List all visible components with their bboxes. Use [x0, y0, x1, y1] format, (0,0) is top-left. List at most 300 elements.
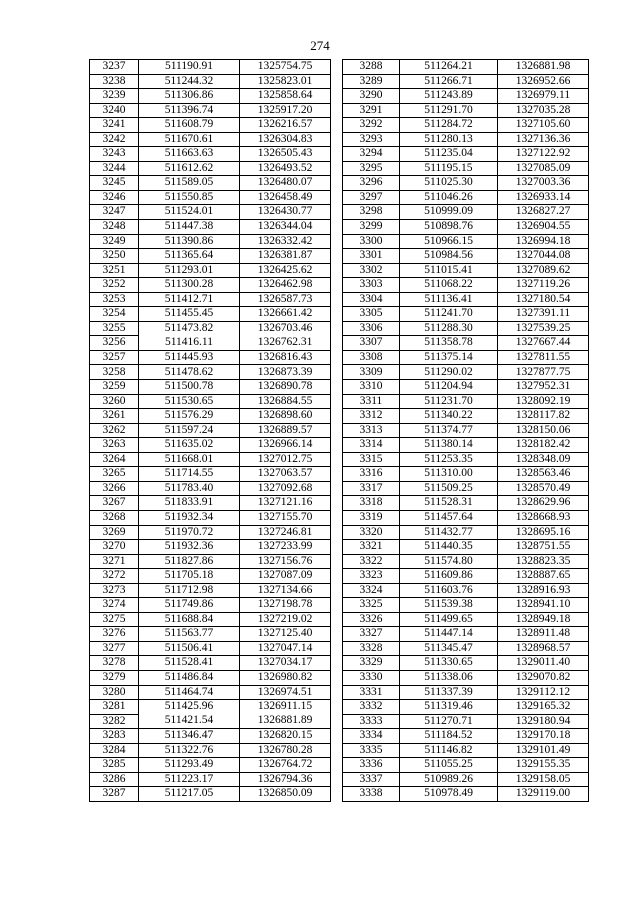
table-row: [343, 627, 589, 642]
y-coordinate-cell: 1326911.15: [240, 700, 331, 715]
point-number-cell: 3244: [90, 161, 139, 176]
y-coordinate-cell: 1327155.70: [240, 510, 331, 525]
x-coordinate-cell: 511464.74: [139, 685, 240, 700]
table-row: [343, 729, 589, 744]
y-coordinate-cell: 1329180.94: [498, 714, 589, 729]
y-coordinate-cell: 1327125.40: [240, 627, 331, 642]
y-coordinate-cell: 1327198.78: [240, 598, 331, 613]
y-coordinate-cell: 1328751.55: [498, 540, 589, 555]
point-number-cell: 3330: [343, 670, 400, 685]
x-coordinate-cell: 511440.35: [400, 540, 498, 555]
point-number-cell: 3321: [343, 540, 400, 555]
y-coordinate-cell: 1327180.54: [498, 292, 589, 307]
y-coordinate-cell: 1326661.42: [240, 307, 331, 322]
y-coordinate-cell: 1328968.57: [498, 641, 589, 656]
x-coordinate-cell: 511375.14: [400, 350, 498, 365]
table-row: [90, 743, 331, 758]
x-coordinate-cell: 511712.98: [139, 583, 240, 598]
x-coordinate-cell: 510999.09: [400, 205, 498, 220]
x-coordinate-cell: 511576.29: [139, 409, 240, 424]
table-row: [90, 132, 331, 147]
point-number-cell: 3336: [343, 758, 400, 773]
x-coordinate-cell: 510978.49: [400, 787, 498, 802]
table-row: [343, 263, 589, 278]
y-coordinate-cell: 1328823.35: [498, 554, 589, 569]
point-number-cell: 3331: [343, 685, 400, 700]
table-row: [343, 307, 589, 322]
point-number-cell: 3299: [343, 220, 400, 235]
table-row: [343, 438, 589, 453]
x-coordinate-cell: 511195.15: [400, 161, 498, 176]
point-number-cell: 3280: [90, 685, 139, 700]
x-coordinate-cell: 511635.02: [139, 438, 240, 453]
point-number-cell: 3274: [90, 598, 139, 613]
x-coordinate-cell: 511827.86: [139, 554, 240, 569]
point-number-cell: 3238: [90, 74, 139, 89]
y-coordinate-cell: 1325754.75: [240, 60, 331, 75]
point-number-cell: 3308: [343, 350, 400, 365]
x-coordinate-cell: 511932.36: [139, 540, 240, 555]
x-coordinate-cell: 511217.05: [139, 787, 240, 802]
y-coordinate-cell: 1327089.62: [498, 263, 589, 278]
table-row: [90, 467, 331, 482]
point-number-cell: 3310: [343, 380, 400, 395]
point-number-cell: 3325: [343, 598, 400, 613]
y-coordinate-cell: 1329155.35: [498, 758, 589, 773]
y-coordinate-cell: 1326850.09: [240, 787, 331, 802]
y-coordinate-cell: 1326764.72: [240, 758, 331, 773]
y-coordinate-cell: 1328563.46: [498, 467, 589, 482]
y-coordinate-cell: 1328182.42: [498, 438, 589, 453]
x-coordinate-cell: 511589.05: [139, 176, 240, 191]
x-coordinate-cell: 511290.02: [400, 365, 498, 380]
point-number-cell: 3257: [90, 350, 139, 365]
point-number-cell: 3243: [90, 147, 139, 162]
point-number-cell: 3337: [343, 772, 400, 787]
x-coordinate-cell: 511337.39: [400, 685, 498, 700]
y-coordinate-cell: 1327092.68: [240, 481, 331, 496]
table-row: [343, 89, 589, 104]
point-number-cell: 3268: [90, 510, 139, 525]
point-number-cell: 3247: [90, 205, 139, 220]
point-number-cell: 3249: [90, 234, 139, 249]
point-number-cell: 3276: [90, 627, 139, 642]
table-row: [90, 234, 331, 249]
table-row: [90, 278, 331, 293]
point-number-cell: 3303: [343, 278, 400, 293]
x-coordinate-cell: 511253.35: [400, 452, 498, 467]
table-row: [343, 176, 589, 191]
y-coordinate-cell: 1328695.16: [498, 525, 589, 540]
y-coordinate-cell: 1326820.15: [240, 729, 331, 744]
point-number-cell: 3237: [90, 60, 139, 75]
point-number-cell: 3255: [90, 321, 139, 336]
point-number-cell: 3304: [343, 292, 400, 307]
x-coordinate-cell: 511528.41: [139, 656, 240, 671]
x-coordinate-cell: 510984.56: [400, 249, 498, 264]
point-number-cell: 3271: [90, 554, 139, 569]
y-coordinate-cell: 1326933.14: [498, 190, 589, 205]
y-coordinate-cell: 1326381.87: [240, 249, 331, 264]
point-number-cell: 3295: [343, 161, 400, 176]
point-number-cell: 3298: [343, 205, 400, 220]
y-coordinate-cell: 1328911.48: [498, 627, 589, 642]
point-number-cell: 3256: [90, 336, 139, 351]
table-row: [343, 569, 589, 584]
y-coordinate-cell: 1326952.66: [498, 74, 589, 89]
point-number-cell: 3301: [343, 249, 400, 264]
point-number-cell: 3318: [343, 496, 400, 511]
table-row: [343, 423, 589, 438]
coordinates-table-right-body: [343, 60, 589, 802]
x-coordinate-cell: 511346.47: [139, 729, 240, 744]
coordinates-table-left-body: [90, 60, 331, 802]
point-number-cell: 3311: [343, 394, 400, 409]
table-row: [90, 627, 331, 642]
y-coordinate-cell: 1327044.08: [498, 249, 589, 264]
table-row: [90, 787, 331, 802]
table-row: [343, 190, 589, 205]
table-row: [343, 554, 589, 569]
y-coordinate-cell: 1329158.05: [498, 772, 589, 787]
point-number-cell: 3338: [343, 787, 400, 802]
x-coordinate-cell: 511046.26: [400, 190, 498, 205]
point-number-cell: 3316: [343, 467, 400, 482]
table-row: [343, 714, 589, 729]
point-number-cell: 3328: [343, 641, 400, 656]
x-coordinate-cell: 511749.86: [139, 598, 240, 613]
point-number-cell: 3296: [343, 176, 400, 191]
table-row: [90, 89, 331, 104]
point-number-cell: 3278: [90, 656, 139, 671]
table-row: [90, 205, 331, 220]
y-coordinate-cell: 1328887.65: [498, 569, 589, 584]
table-row: [90, 336, 331, 351]
x-coordinate-cell: 511322.76: [139, 743, 240, 758]
y-coordinate-cell: 1327391.11: [498, 307, 589, 322]
x-coordinate-cell: 511932.34: [139, 510, 240, 525]
point-number-cell: 3265: [90, 467, 139, 482]
table-row: [90, 118, 331, 133]
y-coordinate-cell: 1326780.28: [240, 743, 331, 758]
table-row: [90, 438, 331, 453]
y-coordinate-cell: 1327085.09: [498, 161, 589, 176]
y-coordinate-cell: 1326344.04: [240, 220, 331, 235]
x-coordinate-cell: 511416.11: [139, 336, 240, 351]
x-coordinate-cell: 511380.14: [400, 438, 498, 453]
x-coordinate-cell: 511244.32: [139, 74, 240, 89]
table-row: [343, 772, 589, 787]
x-coordinate-cell: 511478.62: [139, 365, 240, 380]
x-coordinate-cell: 511184.52: [400, 729, 498, 744]
table-row: [343, 467, 589, 482]
point-number-cell: 3254: [90, 307, 139, 322]
table-row: [343, 60, 589, 75]
y-coordinate-cell: 1328150.06: [498, 423, 589, 438]
table-row: [90, 729, 331, 744]
y-coordinate-cell: 1326216.57: [240, 118, 331, 133]
y-coordinate-cell: 1326703.46: [240, 321, 331, 336]
y-coordinate-cell: 1327952.31: [498, 380, 589, 395]
table-row: [90, 583, 331, 598]
x-coordinate-cell: 511833.91: [139, 496, 240, 511]
point-number-cell: 3267: [90, 496, 139, 511]
y-coordinate-cell: 1326889.57: [240, 423, 331, 438]
y-coordinate-cell: 1327105.60: [498, 118, 589, 133]
point-number-cell: 3253: [90, 292, 139, 307]
y-coordinate-cell: 1326904.55: [498, 220, 589, 235]
x-coordinate-cell: 511025.30: [400, 176, 498, 191]
y-coordinate-cell: 1327246.81: [240, 525, 331, 540]
point-number-cell: 3272: [90, 569, 139, 584]
coordinates-table-right: [342, 59, 589, 802]
x-coordinate-cell: 511421.54: [139, 714, 240, 729]
point-number-cell: 3290: [343, 89, 400, 104]
y-coordinate-cell: 1327012.75: [240, 452, 331, 467]
x-coordinate-cell: 511319.46: [400, 700, 498, 715]
point-number-cell: 3313: [343, 423, 400, 438]
point-number-cell: 3261: [90, 409, 139, 424]
x-coordinate-cell: 511280.13: [400, 132, 498, 147]
x-coordinate-cell: 511447.14: [400, 627, 498, 642]
x-coordinate-cell: 511688.84: [139, 612, 240, 627]
y-coordinate-cell: 1327539.25: [498, 321, 589, 336]
y-coordinate-cell: 1327035.28: [498, 103, 589, 118]
table-row: [343, 743, 589, 758]
table-row: [90, 74, 331, 89]
x-coordinate-cell: 511412.71: [139, 292, 240, 307]
point-number-cell: 3302: [343, 263, 400, 278]
table-row: [343, 481, 589, 496]
y-coordinate-cell: 1327219.02: [240, 612, 331, 627]
point-number-cell: 3329: [343, 656, 400, 671]
x-coordinate-cell: 511264.21: [400, 60, 498, 75]
x-coordinate-cell: 511597.24: [139, 423, 240, 438]
x-coordinate-cell: 511455.45: [139, 307, 240, 322]
table-row: [90, 350, 331, 365]
table-row: [90, 554, 331, 569]
table-row: [343, 380, 589, 395]
table-row: [343, 161, 589, 176]
y-coordinate-cell: 1329170.18: [498, 729, 589, 744]
table-row: [343, 641, 589, 656]
point-number-cell: 3324: [343, 583, 400, 598]
y-coordinate-cell: 1329011.40: [498, 656, 589, 671]
x-coordinate-cell: 511670.61: [139, 132, 240, 147]
point-number-cell: 3287: [90, 787, 139, 802]
y-coordinate-cell: 1326979.11: [498, 89, 589, 104]
y-coordinate-cell: 1326980.82: [240, 670, 331, 685]
x-coordinate-cell: 511509.25: [400, 481, 498, 496]
x-coordinate-cell: 511288.30: [400, 321, 498, 336]
x-coordinate-cell: 511340.22: [400, 409, 498, 424]
table-row: [343, 350, 589, 365]
x-coordinate-cell: 511609.86: [400, 569, 498, 584]
y-coordinate-cell: 1325917.20: [240, 103, 331, 118]
y-coordinate-cell: 1327119.26: [498, 278, 589, 293]
point-number-cell: 3282: [90, 714, 139, 729]
table-row: [90, 510, 331, 525]
x-coordinate-cell: 511270.71: [400, 714, 498, 729]
y-coordinate-cell: 1326827.27: [498, 205, 589, 220]
table-row: [343, 525, 589, 540]
table-row: [90, 161, 331, 176]
y-coordinate-cell: 1327156.76: [240, 554, 331, 569]
table-row: [90, 365, 331, 380]
y-coordinate-cell: 1325823.01: [240, 74, 331, 89]
y-coordinate-cell: 1326304.83: [240, 132, 331, 147]
table-row: [90, 700, 331, 715]
table-row: [343, 409, 589, 424]
table-row: [90, 147, 331, 162]
table-row: [343, 787, 589, 802]
x-coordinate-cell: 511563.77: [139, 627, 240, 642]
point-number-cell: 3326: [343, 612, 400, 627]
table-row: [343, 249, 589, 264]
table-row: [343, 510, 589, 525]
table-row: [90, 670, 331, 685]
x-coordinate-cell: 511574.80: [400, 554, 498, 569]
table-row: [343, 365, 589, 380]
y-coordinate-cell: 1326430.77: [240, 205, 331, 220]
point-number-cell: 3281: [90, 700, 139, 715]
point-number-cell: 3335: [343, 743, 400, 758]
point-number-cell: 3317: [343, 481, 400, 496]
y-coordinate-cell: 1328916.93: [498, 583, 589, 598]
point-number-cell: 3327: [343, 627, 400, 642]
table-row: [90, 321, 331, 336]
table-row: [343, 612, 589, 627]
x-coordinate-cell: 511231.70: [400, 394, 498, 409]
point-number-cell: 3263: [90, 438, 139, 453]
point-number-cell: 3293: [343, 132, 400, 147]
y-coordinate-cell: 1328668.93: [498, 510, 589, 525]
x-coordinate-cell: 511306.86: [139, 89, 240, 104]
table-row: [90, 263, 331, 278]
x-coordinate-cell: 511365.64: [139, 249, 240, 264]
table-row: [343, 452, 589, 467]
x-coordinate-cell: 511291.70: [400, 103, 498, 118]
y-coordinate-cell: 1327667.44: [498, 336, 589, 351]
point-number-cell: 3332: [343, 700, 400, 715]
x-coordinate-cell: 511528.31: [400, 496, 498, 511]
table-row: [90, 569, 331, 584]
y-coordinate-cell: 1325858.64: [240, 89, 331, 104]
y-coordinate-cell: 1326994.18: [498, 234, 589, 249]
point-number-cell: 3239: [90, 89, 139, 104]
x-coordinate-cell: 510989.26: [400, 772, 498, 787]
y-coordinate-cell: 1326458.49: [240, 190, 331, 205]
point-number-cell: 3279: [90, 670, 139, 685]
table-row: [90, 220, 331, 235]
x-coordinate-cell: 511310.00: [400, 467, 498, 482]
y-coordinate-cell: 1329119.00: [498, 787, 589, 802]
point-number-cell: 3269: [90, 525, 139, 540]
point-number-cell: 3323: [343, 569, 400, 584]
table-row: [343, 292, 589, 307]
table-row: [343, 321, 589, 336]
x-coordinate-cell: 511447.38: [139, 220, 240, 235]
y-coordinate-cell: 1326816.43: [240, 350, 331, 365]
table-row: [343, 656, 589, 671]
x-coordinate-cell: 511530.65: [139, 394, 240, 409]
point-number-cell: 3322: [343, 554, 400, 569]
x-coordinate-cell: 510898.76: [400, 220, 498, 235]
x-coordinate-cell: 511783.40: [139, 481, 240, 496]
table-row: [90, 60, 331, 75]
point-number-cell: 3312: [343, 409, 400, 424]
point-number-cell: 3273: [90, 583, 139, 598]
point-number-cell: 3275: [90, 612, 139, 627]
y-coordinate-cell: 1328570.49: [498, 481, 589, 496]
table-row: [343, 103, 589, 118]
x-coordinate-cell: 511714.55: [139, 467, 240, 482]
x-coordinate-cell: 511146.82: [400, 743, 498, 758]
table-row: [343, 700, 589, 715]
x-coordinate-cell: 511425.96: [139, 700, 240, 715]
y-coordinate-cell: 1326966.14: [240, 438, 331, 453]
x-coordinate-cell: 511136.41: [400, 292, 498, 307]
table-row: [343, 336, 589, 351]
x-coordinate-cell: 511235.04: [400, 147, 498, 162]
y-coordinate-cell: 1326881.98: [498, 60, 589, 75]
y-coordinate-cell: 1326974.51: [240, 685, 331, 700]
point-number-cell: 3242: [90, 132, 139, 147]
x-coordinate-cell: 511550.85: [139, 190, 240, 205]
table-row: [343, 220, 589, 235]
point-number-cell: 3333: [343, 714, 400, 729]
y-coordinate-cell: 1329070.82: [498, 670, 589, 685]
x-coordinate-cell: 511015.41: [400, 263, 498, 278]
x-coordinate-cell: 511390.86: [139, 234, 240, 249]
x-coordinate-cell: 511266.71: [400, 74, 498, 89]
y-coordinate-cell: 1326480.07: [240, 176, 331, 191]
y-coordinate-cell: 1329165.32: [498, 700, 589, 715]
point-number-cell: 3270: [90, 540, 139, 555]
table-row: [90, 714, 331, 729]
table-row: [343, 278, 589, 293]
table-row: [343, 540, 589, 555]
x-coordinate-cell: 511499.65: [400, 612, 498, 627]
point-number-cell: 3306: [343, 321, 400, 336]
point-number-cell: 3307: [343, 336, 400, 351]
x-coordinate-cell: 511506.41: [139, 641, 240, 656]
y-coordinate-cell: 1327121.16: [240, 496, 331, 511]
y-coordinate-cell: 1326587.73: [240, 292, 331, 307]
point-number-cell: 3284: [90, 743, 139, 758]
table-row: [90, 685, 331, 700]
point-number-cell: 3264: [90, 452, 139, 467]
table-row: [90, 481, 331, 496]
x-coordinate-cell: 511243.89: [400, 89, 498, 104]
point-number-cell: 3283: [90, 729, 139, 744]
x-coordinate-cell: 511223.17: [139, 772, 240, 787]
point-number-cell: 3248: [90, 220, 139, 235]
table-row: [343, 670, 589, 685]
point-number-cell: 3259: [90, 380, 139, 395]
x-coordinate-cell: 511524.01: [139, 205, 240, 220]
point-number-cell: 3292: [343, 118, 400, 133]
x-coordinate-cell: 511345.47: [400, 641, 498, 656]
x-coordinate-cell: 511445.93: [139, 350, 240, 365]
y-coordinate-cell: 1328117.82: [498, 409, 589, 424]
point-number-cell: 3314: [343, 438, 400, 453]
x-coordinate-cell: 511668.01: [139, 452, 240, 467]
table-row: [90, 423, 331, 438]
x-coordinate-cell: 511705.18: [139, 569, 240, 584]
point-number-cell: 3291: [343, 103, 400, 118]
y-coordinate-cell: 1327034.17: [240, 656, 331, 671]
